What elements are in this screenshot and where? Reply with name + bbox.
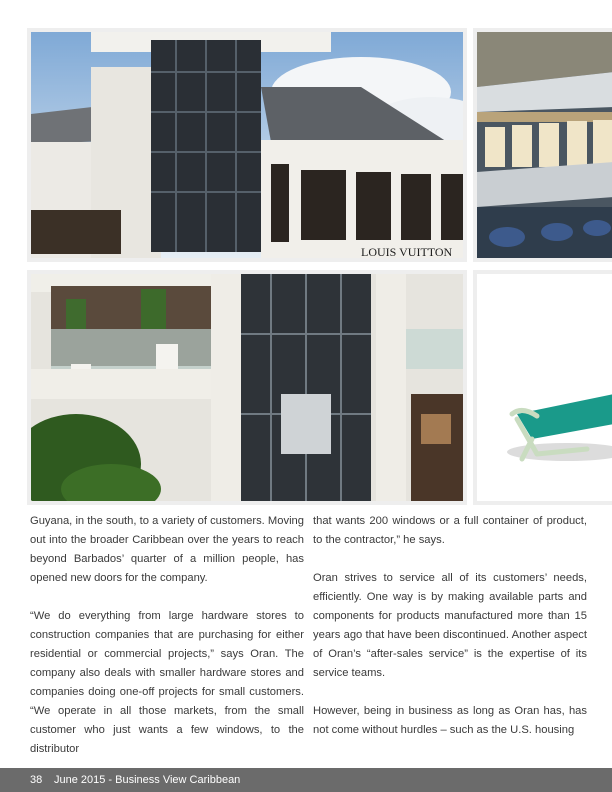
article-right-column [313,512,587,740]
article-left-column [30,512,304,759]
storefront-photo [27,28,467,262]
article-paragraph: However, being in business as long as Oran has, has not come without hurdles – such as the U.S. housing [313,705,587,736]
article-paragraph: “We do everything from large hardware stores to construction companies that are purchasing for either residential or commercial projects,” says Oran. The company also deals with smaller hardware stores and companies doing one-off projects for small customers. “We operate in all those markets, from the small customer who just wants a few windows, to the distributor [30,610,304,755]
article-paragraph: Guyana, in the south, to a variety of customers. Moving out into the broader Caribbean over the years to reach beyond Barbados’ quarter of a million people, has opened new doors for the company. [30,515,304,584]
atrium-elevator-photo [27,270,467,505]
page-footer [0,768,612,792]
corridor-photo [473,28,612,262]
storefront-sign: LOUIS VUITTON [361,245,453,258]
publication-line: June 2015 - Business View Caribbean [54,774,241,786]
article-paragraph: that wants 200 windows or a full container of product, to the contractor,” he says. [313,515,587,546]
article-paragraph: Oran strives to service all of its customers’ needs, efficiently. One way is by making available parts and components for products manufactured more than 15 years ago that have been discontinued. Another aspect of Oran’s “after-sales service” is the expertise of its service teams. [313,572,587,679]
pool-lounger-photo [473,270,612,505]
page-number: 38 [30,774,43,786]
